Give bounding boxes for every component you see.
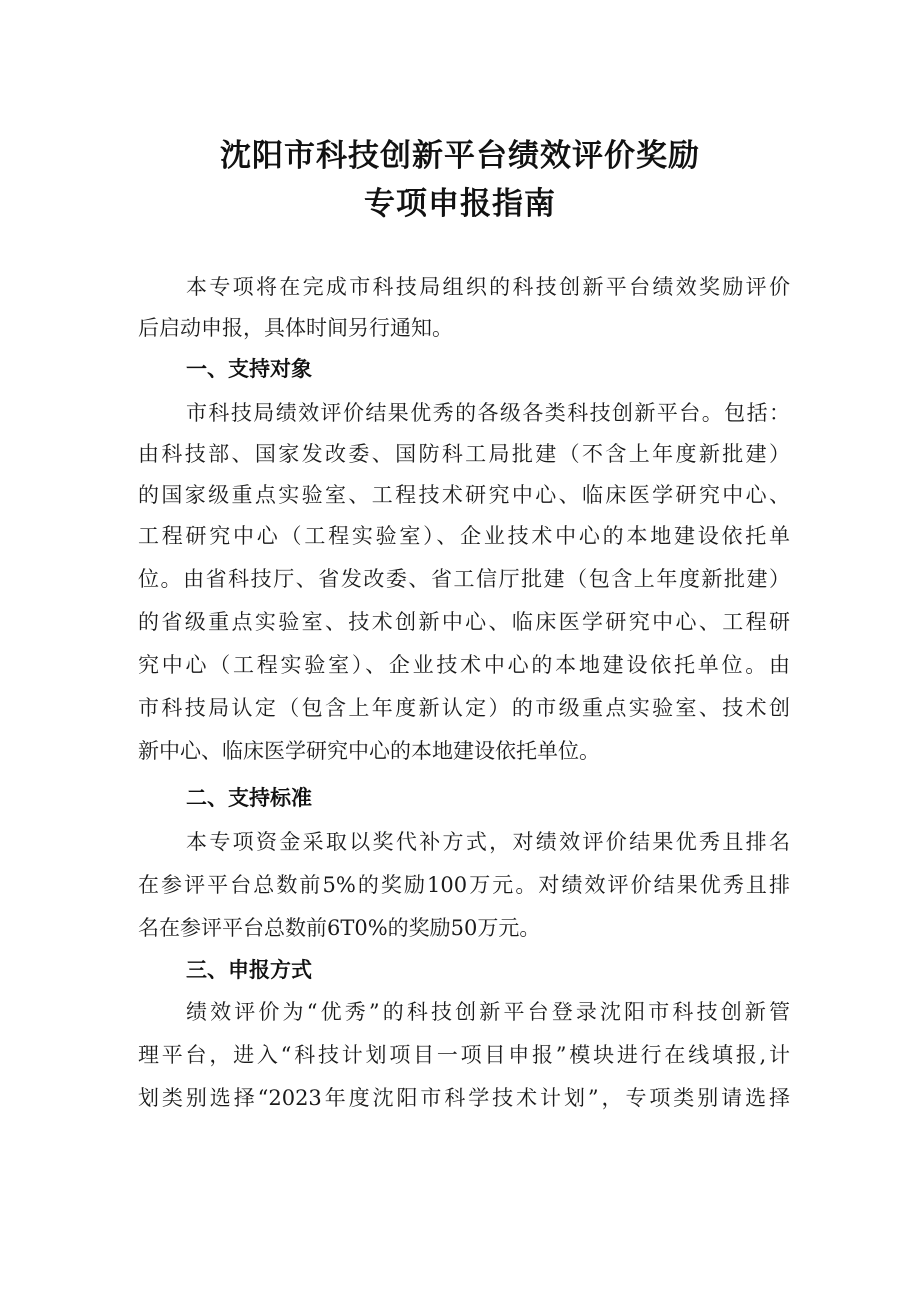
section-heading-application-method: 三、申报方式 [186, 958, 312, 982]
intro-line-2: 后启动申报，具体时间另行通知。 [138, 316, 453, 340]
document-title-line-1: 沈阳市科技创新平台绩效评价奖励 [220, 138, 700, 174]
section-heading-support-targets: 一、支持对象 [186, 357, 312, 381]
section1-line-7: 究中心（工程实验室）、企业技术中心的本地建设依托单位。由 [138, 653, 790, 677]
section3-line-3: 划类别选择“2023年度沈阳市科学技术计划”，专项类别请选择 [138, 1086, 790, 1110]
section1-line-9: 新中心、临床医学研究中心的本地建设依托单位。 [138, 739, 600, 763]
intro-line-1: 本专项将在完成市科技局组织的科技创新平台绩效奖励评价 [186, 275, 790, 299]
section2-line-2: 在参评平台总数前5%的奖励100万元。对绩效评价结果优秀且排 [138, 873, 790, 897]
section2-line-3: 名在参评平台总数前6T0%的奖励50万元。 [138, 916, 541, 940]
section3-line-2: 理平台，进入“科技计划项目一项目申报”模块进行在线填报,计 [138, 1043, 790, 1067]
section1-line-6: 的省级重点实验室、技术创新中心、临床医学研究中心、工程研 [138, 610, 790, 634]
section1-line-3: 的国家级重点实验室、工程技术研究中心、临床医学研究中心、 [138, 483, 790, 507]
section2-line-1: 本专项资金采取以奖代补方式，对绩效评价结果优秀且排名 [186, 830, 790, 854]
section1-line-2: 由科技部、国家发改委、国防科工局批建（不含上年度新批建） [138, 442, 790, 466]
section3-line-1: 绩效评价为“优秀”的科技创新平台登录沈阳市科技创新管 [186, 1000, 790, 1024]
section-heading-support-standards: 二、支持标准 [186, 786, 312, 810]
section1-line-4: 工程研究中心（工程实验室）、企业技术中心的本地建设依托单 [138, 524, 790, 548]
section1-line-8: 市科技局认定（包含上年度新认定）的市级重点实验室、技术创 [138, 696, 790, 720]
section1-line-1: 市科技局绩效评价结果优秀的各级各类科技创新平台。包括： [186, 401, 790, 425]
document-title-line-2: 专项申报指南 [364, 186, 556, 222]
section1-line-5: 位。由省科技厅、省发改委、省工信厅批建（包含上年度新批建） [138, 567, 790, 591]
